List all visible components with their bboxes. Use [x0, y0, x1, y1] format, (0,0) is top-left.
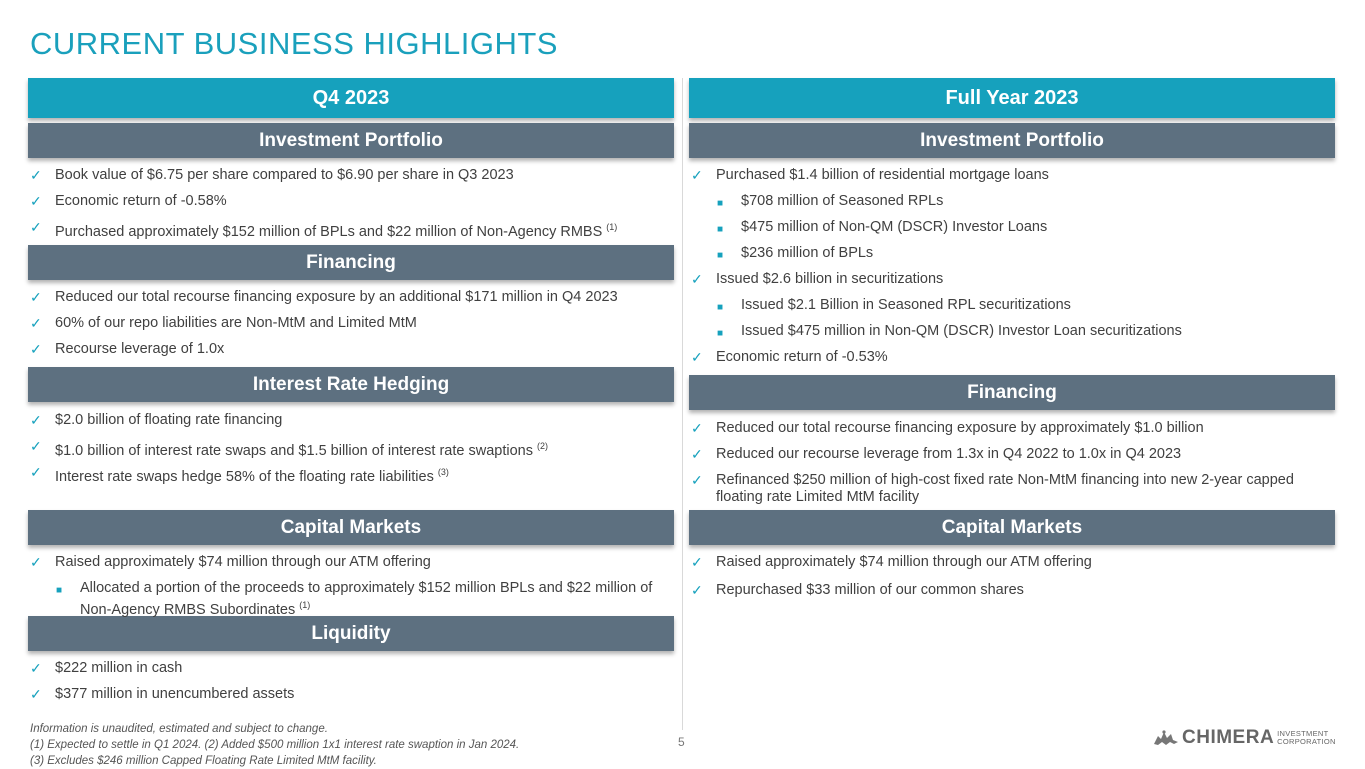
check-icon: ✓ [30, 289, 42, 305]
q4-column [28, 78, 674, 706]
check-icon: ✓ [691, 582, 703, 598]
check-icon: ✓ [691, 472, 703, 488]
footnote-ref: (1) [606, 222, 618, 232]
check-icon: ✓ [30, 341, 42, 357]
list-item: ■ $708 million of Seasoned RPLs [689, 193, 1335, 219]
list-item: ✓ $2.0 billion of floating rate financing [30, 412, 283, 428]
check-icon: ✓ [30, 686, 42, 702]
list-item: ✓ Economic return of -0.53% [691, 349, 888, 365]
check-icon: ✓ [30, 438, 42, 454]
check-icon: ✓ [30, 464, 42, 480]
list-item: ✓ 60% of our repo liabilities are Non-MtM and Limited MtM [30, 315, 417, 331]
check-icon: ✓ [30, 219, 42, 235]
check-icon: ✓ [691, 167, 703, 183]
check-icon: ✓ [691, 554, 703, 570]
list-item: ✓ Economic return of -0.58% [30, 193, 227, 209]
check-icon: ✓ [30, 412, 42, 428]
section-header-liquidity: Liquidity [28, 616, 674, 651]
footnote-ref: (1) [299, 600, 311, 610]
list-item: ✓ Reduced our total recourse financing exposure by an additional $171 million in Q4 2023 [30, 289, 618, 305]
list-item: ✓ Purchased approximately $152 million of BPLs and $22 million of Non-Agency RMBS $^{(1)}$ [30, 219, 618, 240]
full-year-column [689, 78, 1335, 608]
section-header-capital-markets: Capital Markets [28, 510, 674, 545]
list-item: ✓ Raised approximately $74 million through our ATM offering [30, 554, 431, 570]
interest-rate-hedging-list [28, 412, 674, 490]
capital-markets-list [28, 554, 674, 616]
section-header-capital-markets: Capital Markets [689, 510, 1335, 545]
footnote-ref: (2) [537, 441, 549, 451]
list-item: ✓ Interest rate swaps hedge 58% of the floating rate liabilities $^{(3)}$ [30, 464, 449, 485]
square-bullet-icon: ■ [717, 198, 724, 209]
page-title: CURRENT BUSINESS HIGHLIGHTS [30, 26, 558, 61]
chimera-creature-icon [1152, 728, 1180, 748]
period-header-full-year: Full Year 2023 [689, 78, 1335, 118]
list-item: ✓ Reduced our recourse leverage from 1.3x in Q4 2022 to 1.0x in Q4 2023 [691, 446, 1182, 462]
section-header-interest-rate-hedging: Interest Rate Hedging [28, 367, 674, 402]
footnotes [30, 721, 519, 769]
period-header-q4: Q4 2023 [28, 78, 674, 118]
section-header-financing: Financing [28, 245, 674, 280]
footnote-ref: (3) [437, 467, 449, 477]
square-bullet-icon: ■ [56, 585, 63, 596]
page-number: 5 [678, 735, 685, 749]
footnote-1-2: (1) Expected to settle in Q1 2024. (2) Added $500 million 1x1 interest rate swaption in Jan 2024. [30, 739, 520, 751]
list-item: ■ Allocated a portion of the proceeds to approximately $152 million BPLs and $22 million of Non-Agency RMBS Subordinates $^{(1)}$ [56, 580, 653, 618]
check-icon: ✓ [691, 420, 703, 436]
capital-markets-list [689, 554, 1335, 608]
check-icon: ✓ [30, 660, 42, 676]
list-item: ✓ Repurchased $33 million of our common shares [691, 582, 1024, 598]
list-item: ■ Issued $475 million in Non-QM (DSCR) Investor Loan securitizations [689, 323, 1335, 349]
financing-list [689, 420, 1335, 510]
list-item: ✓ Issued $2.6 billion in securitizations [691, 271, 944, 287]
check-icon: ✓ [30, 554, 42, 570]
list-item: ✓ Book value of $6.75 per share compared to $6.90 per share in Q3 2023 [30, 167, 514, 183]
logo-wordmark: CHIMERA [1182, 727, 1275, 748]
list-item: ✓ Raised approximately $74 million through our ATM offering [691, 554, 1092, 570]
list-item: ✓ $377 million in unencumbered assets [30, 686, 295, 702]
check-icon: ✓ [691, 349, 703, 365]
list-item: ■ $236 million of BPLs [689, 245, 1335, 271]
square-bullet-icon: ■ [717, 328, 724, 339]
list-item: ✓ Recourse leverage of 1.0x [30, 341, 225, 357]
list-item: ✓ Refinanced $250 million of high-cost fixed rate Non-MtM financing into new 2-year capped floating rate Limited MtM facility [691, 472, 1294, 505]
company-logo [1152, 727, 1336, 749]
check-icon: ✓ [30, 193, 42, 209]
list-item: ■ $475 million of Non-QM (DSCR) Investor Loans [689, 219, 1335, 245]
section-header-investment-portfolio: Investment Portfolio [689, 123, 1335, 158]
list-item: ✓ $1.0 billion of interest rate swaps and $1.5 billion of interest rate swaptions $^{(2)}$ [30, 438, 549, 459]
logo-subtitle: INVESTMENT CORPORATION [1277, 729, 1336, 746]
column-divider [682, 78, 683, 730]
liquidity-list [28, 660, 674, 706]
check-icon: ✓ [30, 315, 42, 331]
list-item: ✓ Reduced our total recourse financing exposure by approximately $1.0 billion [691, 420, 1204, 436]
square-bullet-icon: ■ [717, 250, 724, 261]
investment-portfolio-list [689, 167, 1335, 375]
square-bullet-icon: ■ [717, 224, 724, 235]
list-item: ■ Issued $2.1 Billion in Seasoned RPL securitizations [689, 297, 1335, 323]
investment-portfolio-list [28, 167, 674, 245]
check-icon: ✓ [691, 271, 703, 287]
financing-list [28, 289, 674, 367]
list-item: ✓ Purchased $1.4 billion of residential mortgage loans [691, 167, 1049, 183]
check-icon: ✓ [30, 167, 42, 183]
section-header-financing: Financing [689, 375, 1335, 410]
section-header-investment-portfolio: Investment Portfolio [28, 123, 674, 158]
footnote-disclaimer: Information is unaudited, estimated and subject to change. [30, 723, 328, 735]
square-bullet-icon: ■ [717, 302, 724, 313]
check-icon: ✓ [691, 446, 703, 462]
list-item: ✓ $222 million in cash [30, 660, 183, 676]
footnote-3: (3) Excludes $246 million Capped Floating Rate Limited MtM facility. [30, 755, 377, 767]
